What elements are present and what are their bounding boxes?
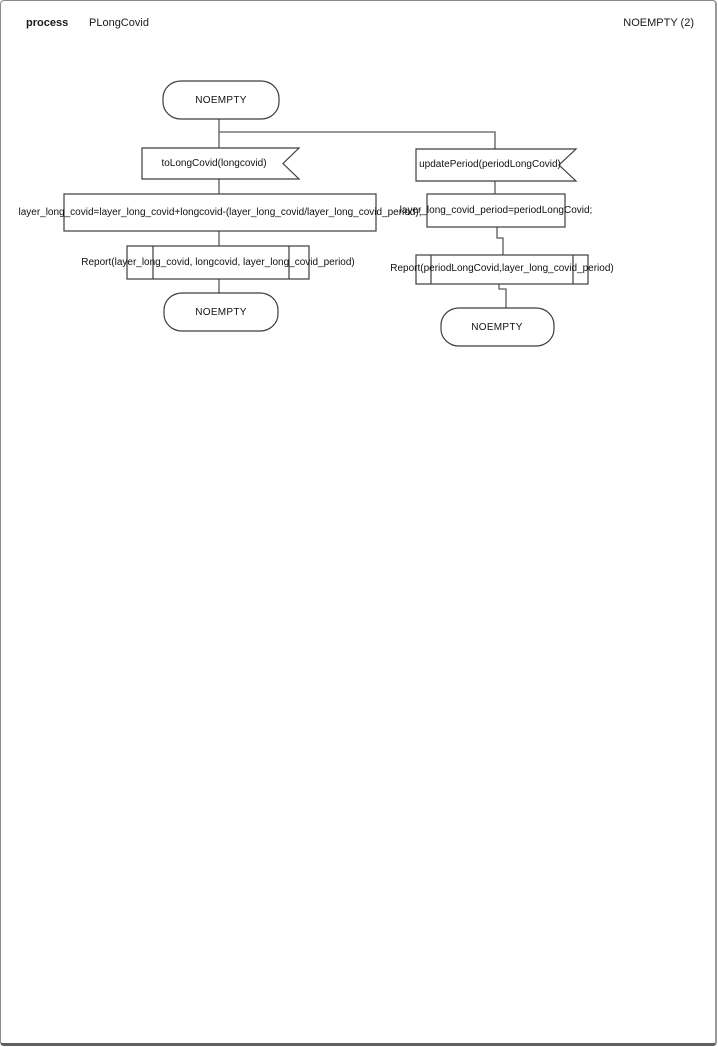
- right-next-state-label: NOEMPTY: [471, 322, 523, 333]
- connector-call-to-state-right: [499, 284, 506, 308]
- right-call-label: Report(periodLongCovid,layer_long_covid_period): [390, 263, 614, 274]
- start-state-label: NOEMPTY: [195, 95, 247, 106]
- connector-task-to-call-right: [497, 227, 503, 255]
- page-number-label: NOEMPTY (2): [623, 17, 694, 29]
- diagram-canvas: [1, 1, 715, 1043]
- left-task-label: layer_long_covid=layer_long_covid+longcovid-(layer_long_covid/layer_long_covid_period);: [18, 207, 422, 218]
- process-name-label: PLongCovid: [89, 17, 149, 29]
- process-kind-label: process: [26, 17, 69, 29]
- right-input-label: updatePeriod(periodLongCovid): [419, 159, 561, 170]
- left-call-label: Report(layer_long_covid, longcovid, layer_long_covid_period): [81, 257, 355, 268]
- left-input-label: toLongCovid(longcovid): [161, 158, 267, 169]
- left-next-state-label: NOEMPTY: [195, 307, 247, 318]
- right-task-label: layer_long_covid_period=periodLongCovid;: [399, 205, 593, 216]
- connector-branch-right: [219, 132, 495, 149]
